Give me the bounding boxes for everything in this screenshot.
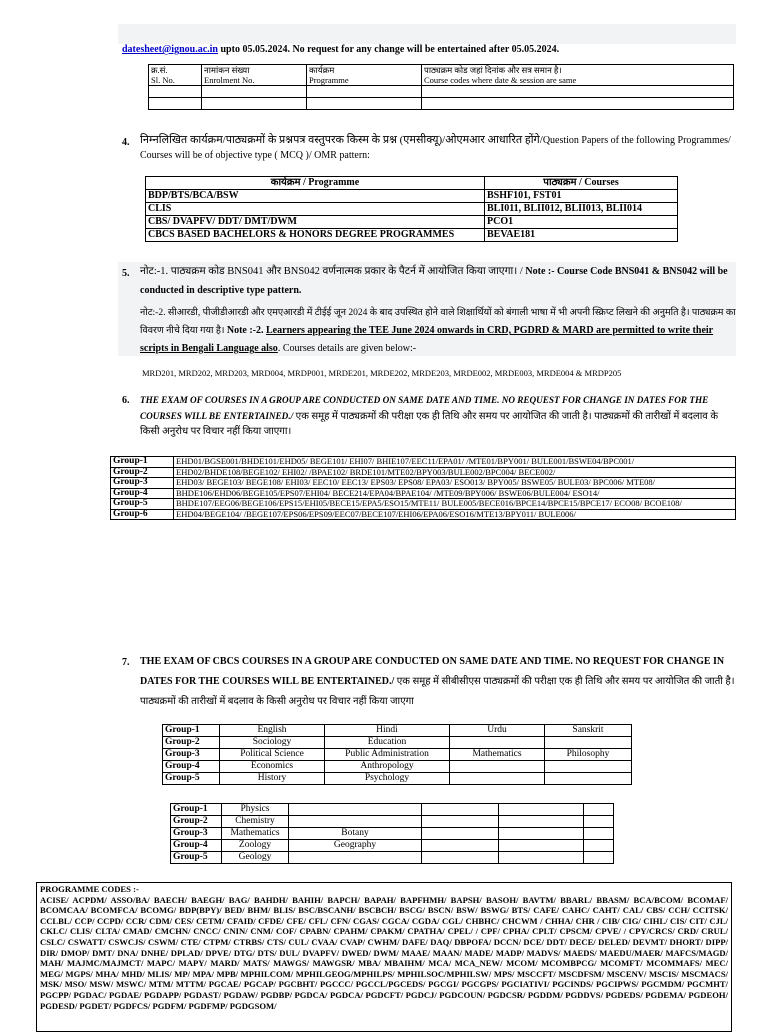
group-label: Group-3: [163, 749, 220, 761]
table-cell[interactable]: [422, 86, 734, 98]
subject-cell: Botany: [289, 828, 422, 840]
subject-cell: Anthropology: [325, 761, 450, 773]
subject-cell: Physics: [222, 804, 289, 816]
table-cell[interactable]: [307, 98, 422, 110]
programme-cell: BDP/BTS/BCA/BSW: [146, 190, 485, 203]
subject-cell: Chemistry: [222, 816, 289, 828]
subject-cell: Geography: [289, 840, 422, 852]
request-table: [148, 64, 734, 110]
subject-cell: Philosophy: [545, 749, 632, 761]
group-label: Group-1: [163, 725, 220, 737]
group-label: Group-3: [111, 478, 174, 489]
section-5-note-2: [140, 304, 736, 358]
subject-cell: Sanskrit: [545, 725, 632, 737]
courses-cell: BLI011, BLII012, BLII013, BLII014: [485, 203, 678, 216]
subject-cell: Sociology: [220, 737, 325, 749]
section-6-text-hi: एक समूह में पाठ्यक्रमों की परीक्षा एक ही तिथि और समय पर आयोजित की जाती है। पाठ्यक्रमों की तारीखों में बदलाव के किसी अनुरोध पर विचार नहीं किया जाएगा।: [140, 410, 719, 437]
group-label: Group-2: [171, 816, 222, 828]
group-courses: EHD04/BEGE104/ /BEGE107/EPS06/EPS09/EEC07/BECE107/EHI06/EPA06/ESO16/MTE13/BPY011/ BULE006/: [174, 509, 736, 520]
section-4-number: 4.: [122, 137, 130, 148]
note-2-tail: . Courses details are given below:-: [277, 343, 417, 354]
group-label: Group-2: [111, 467, 174, 478]
group-label: Group-5: [111, 499, 174, 510]
subject-cell: Education: [325, 737, 450, 749]
note-2-en: Learners appearing the TEE June 2024 onwards in CRD, PGDRD & MARD are permitted to write their scripts in Bengali Language also: [140, 325, 714, 354]
subject-cell: Zoology: [222, 840, 289, 852]
group-label: Group-4: [171, 840, 222, 852]
subject-cell: [584, 816, 614, 828]
col-en: Enrolment No.: [204, 75, 255, 85]
subject-cell: Mathematics: [450, 749, 545, 761]
datesheet-email-link[interactable]: datesheet@ignou.ac.in: [122, 44, 218, 55]
group-label: Group-1: [111, 457, 174, 468]
subject-cell: Economics: [220, 761, 325, 773]
subject-cell: [584, 840, 614, 852]
col-programme: [307, 65, 422, 86]
group-label: Group-6: [111, 509, 174, 520]
section-7-text: [140, 652, 738, 712]
subject-cell: [584, 804, 614, 816]
note-1-hi: नोट:-1. पाठ्यक्रम कोड BNS041 और BNS042 वर्णनात्मक प्रकार के पैटर्न में आयोजित किया जाएगा। /: [140, 266, 526, 277]
subject-cell: English: [220, 725, 325, 737]
programme-codes-box: [36, 882, 732, 1032]
col-hi: कार्यक्रम: [309, 65, 335, 75]
group-courses: BHDE107/EEG06/BEGE106/EPS15/EHI05/BECE15/EPA5/ESO15/MTE11/ BULE005/BECE016/BPCE14/BPCE15/BPCE17/ ECO08/ BCOE108/: [174, 499, 736, 510]
header-courses: पाठ्यक्रम / Courses: [485, 177, 678, 190]
header-programme: कार्यक्रम / Programme: [146, 177, 485, 190]
subject-cell: [499, 816, 584, 828]
objective-type-table: [145, 176, 678, 242]
subject-cell: [422, 852, 499, 864]
courses-cell: BSHF101, FST01: [485, 190, 678, 203]
col-en: Sl. No.: [151, 75, 175, 85]
subject-cell: [422, 828, 499, 840]
group-courses: BHDE106/EHD06/BEGE105/EPS07/EHI04/ BECE214/EPA04/BPAE104/ /MTE09/BPY006/ BSWE06/BULE004/ ESO14/: [174, 488, 736, 499]
group-label: Group-4: [163, 761, 220, 773]
col-en: Programme: [309, 75, 349, 85]
subject-cell: [584, 828, 614, 840]
subject-cell: [499, 852, 584, 864]
col-hi: पाठ्यक्रम कोड जहां दिनांक और सत्र समान है।: [424, 65, 562, 75]
table-cell[interactable]: [149, 98, 202, 110]
subject-cell: History: [220, 773, 325, 785]
mrd-course-codes: MRD201, MRD202, MRD203, MRD004, MRDP001, MRDE201, MRDE202, MRDE203, MRDE002, MRDE003, MRDE004 & MRDP205: [142, 368, 622, 378]
subject-cell: Public Administration: [325, 749, 450, 761]
section-6-text-en: THE EXAM OF COURSES IN A GROUP ARE CONDUCTED ON SAME DATE AND TIME. NO REQUEST FOR CHANGE IN DATES FOR THE COURSES WILL BE ENTERTAINED./: [140, 395, 709, 421]
subject-cell: Urdu: [450, 725, 545, 737]
note-1-en: Note :- Course Code BNS041 & BNS042 will be conducted in descriptive type pattern.: [140, 266, 728, 296]
subject-cell: [584, 852, 614, 864]
table-cell[interactable]: [202, 86, 307, 98]
subject-cell: [289, 852, 422, 864]
group-label: Group-3: [171, 828, 222, 840]
intro-text: upto 05.05.2024. No request for any change will be entertained after 05.05.2024.: [217, 44, 560, 55]
section-4-text-en: Question Papers of the following Programmes/ Courses will be of objective type ( MCQ )/ OMR pattern:: [140, 135, 731, 161]
section-6-number: 6.: [122, 395, 130, 406]
programme-codes-title: PROGRAMME CODES :-: [40, 884, 139, 894]
note-2-hi: नोट:-2. सीआरडी, पीजीडीआरडी और एमएआरडी में टीईई जून 2024 के बाद उपस्थित होने वाले शिक्षार्थियों को बंगाली भाषा में भी अपनी स्क्रिप्ट लिखने की अनुमति है। पाठ्यक्रम का विवरण नीचे दिया गया है।: [140, 308, 736, 336]
programme-cell: CBCS BASED BACHELORS & HONORS DEGREE PROGRAMMES: [146, 229, 485, 242]
group-courses: EHD03/ BEGE103/ BEGE108/ EHI03/ EEC10/ EEC13/ EPS03/ EPS08/ EPA03/ ESO013/ BPY005/ BSWE05/ BULE03/ BPC006/ MTE08/: [174, 478, 736, 489]
subject-cell: [422, 804, 499, 816]
subject-cell: [499, 828, 584, 840]
section-7-number: 7.: [122, 657, 130, 668]
intro-line: [122, 44, 559, 55]
programme-cell: CBS/ DVAPFV/ DDT/ DMT/DWM: [146, 216, 485, 229]
subject-cell: [545, 761, 632, 773]
col-sl-no: [149, 65, 202, 86]
subject-cell: [289, 804, 422, 816]
subject-cell: [450, 761, 545, 773]
programme-cell: CLIS: [146, 203, 485, 216]
courses-cell: BEVAE181: [485, 229, 678, 242]
programme-codes-list: ACISE/ ACPDM/ ASSO/BA/ BAECH/ BAEGH/ BAG/ BAHDH/ BAHIH/ BAPCH/ BAPAH/ BAPFHMH/ BAPSH/ BASOH/ BAVTM/ BBARL/ BBASM/ BCA/BCOM/ BCOMAF/ BCOMCAA/ BCOMFCA/ BCOMG/ BDP(BPY)/ BED/ BHM/ BLIS/ BSC/BSCANH/ BSCBCH/ BSCG/ BSCN/ BSW/ BSWG/ BTS/ CAFE/ CAHC/ CAHT/ CAL/ CBS/ CCH/ CCITSK/ CCLBL/ CCP/ CCPD/ CCR/ CDM/ CES/ CETM/ CFAID/ CFDE/ CFE/ CFL/ CFN/ CGAS/ CGCA/ CGDA/ CGL/ CHBHC/ CHCWM / CHHA/ CHR / CIB/ CIG/ CIHL/ CIS/ CIT/ CJL/ CKLC/ CLIS/ CLTA/ CMAD/ CMCHN/ CNCC/ CNIN/ CNM/ COF/ CPABN/ CPAHM/ CPAKM/ CPATHA/ CPEL/ / CPF/ CPHA/ CPLT/ CPSCM/ CPVE/ / CPY/CRCS/ CRD/ CRUL/ CSLC/ CSWATT/ CSWCJS/ CSWM/ CTE/ CTPM/ CTRBS/ CTS/ CUL/ CVAA/ CVAP/ CWHM/ DAFE/ DAQ/ DBPOFA/ DCCN/ DCE/ DDT/ DECE/ DELED/ DEVMT/ DHORT/ DIPP/ DIR/ DMOP/ DMT/ DNA/ DNHE/ DPLAD/ DPVE/ DTG/ DTS/ DUL/ DVAPFV/ DWED/ DWM/ MAAE/ MAAN/ MADE/ MADP/ MADVS/ MAEDS/ MAEDU/MAER/ MAFCS/MAGD/ MAH/ MAJMC/MAJMCT/ MAPC/ MAPY/ MARD/ MATS/ MAWGS/ MAWGSR/ MBA/ MBAIHM/ MCA/ MCA_NEW/ MCOM/ MCOMBPCG/ MCOMFT/ MCOMMAFS/ MEC/ MEG/ MGPS/ MHA/ MHD/ MLIS/ MP/ MPA/ MPB/ MPHILCOM/ MPHILGEOG/MPHILPS/ MPHILSOC/MPHILSW/ MPS/ MSCCFT/ MSCDFSM/ MSCENV/ MSCIS/ MSCMACS/ MSK/ MSO/ MSW/ MSWC/ MTM/ MTTM/ PGCAE/ PGCAP/ PGCBHT/ PGCCC/ PGCCL/PGCEDS/ PGCGI/ PGCGPS/ PGCIATIVI/ PGCINDS/ PGCIPWS/ PGCMDM/ PGCMHT/ PGCPP/ PGDAC/ PGDAE/ PGDAPP/ PGDAST/ PGDAW/ PGDBP/ PGDCA/ PGDCA/ PGDCFT/ PGDCJ/ PGDCOUN/ PGDCSR/ PGDDM/ PGDDVS/ PGDEDS/ PGDEMA/ PGDEOH/ PGDESD/ PGDET/ PGDFCS/ PGDFM/ PGDFMP/ PGDGSOM/: [40, 894, 728, 1011]
col-enrolment: [202, 65, 307, 86]
group-table: [110, 456, 736, 520]
subject-cell: [289, 816, 422, 828]
section-7-text-hi: एक समूह में सीबीसीएस पाठ्यक्रमों की परीक्षा एक ही तिथि और समय पर आयोजित की जाती है। पाठ्यक्रमों की तारीखों में बदलाव के किसी अनुरोध पर विचार नहीं किया जाएगा: [140, 676, 735, 707]
subject-cell: [422, 840, 499, 852]
subject-cell: [545, 737, 632, 749]
group-label: Group-1: [171, 804, 222, 816]
group-label: Group-2: [163, 737, 220, 749]
group-courses: EHD02/BHDE108/BEGE102/ EHI02/ /BPAE102/ BRDE101/MTE02/BPY003/BULE002/BPC004/ BECE002/: [174, 467, 736, 478]
subject-cell: [450, 773, 545, 785]
subject-cell: Geology: [222, 852, 289, 864]
table-cell[interactable]: [422, 98, 734, 110]
note-2-label: Note :-2.: [226, 325, 267, 336]
col-course-codes: [422, 65, 734, 86]
col-hi: क्र.सं.: [151, 65, 168, 75]
subject-cell: [545, 773, 632, 785]
subject-cell: [499, 804, 584, 816]
subject-cell: Political Science: [220, 749, 325, 761]
subject-cell: Hindi: [325, 725, 450, 737]
section-5-note-1: [140, 262, 736, 300]
group-label: Group-5: [163, 773, 220, 785]
section-6-text: [140, 393, 738, 440]
col-en: Course codes where date & session are same: [424, 75, 577, 85]
subject-cell: [450, 737, 545, 749]
subject-cell: Mathematics: [222, 828, 289, 840]
table-cell[interactable]: [202, 98, 307, 110]
section-5-number: 5.: [122, 268, 130, 279]
table-cell[interactable]: [307, 86, 422, 98]
intro-band: [118, 24, 736, 44]
courses-cell: PCO1: [485, 216, 678, 229]
group-label: Group-5: [171, 852, 222, 864]
group-label: Group-4: [111, 488, 174, 499]
section-4-text: [140, 133, 738, 163]
section-4-text-hi: निम्नलिखित कार्यक्रम/पाठ्यक्रमों के प्रश्नपत्र वस्तुपरक किस्म के प्रश्न (एमसीक्यू)/ओएमआर आधारित होंगे/: [140, 134, 543, 146]
group-courses: EHD01/BGSE001/BHDE101/EHD05/ BEGE101/ EHI07/ BHIE107/EEC11/EPA01/ /MTE01/BPY001/ BULE001/BSWE04/BPC001/: [174, 457, 736, 468]
cbcs-group-table-a: [162, 724, 632, 785]
cbcs-group-table-b: [170, 803, 614, 864]
subject-cell: Psychology: [325, 773, 450, 785]
table-cell[interactable]: [149, 86, 202, 98]
subject-cell: [499, 840, 584, 852]
subject-cell: [422, 816, 499, 828]
col-hi: नामांकन संख्या: [204, 65, 250, 75]
section-7-text-en: THE EXAM OF CBCS COURSES IN A GROUP ARE CONDUCTED ON SAME DATE AND TIME. NO REQUEST FOR CHANGE IN DATES FOR THE COURSES WILL BE ENTERTAINED./: [140, 656, 725, 687]
